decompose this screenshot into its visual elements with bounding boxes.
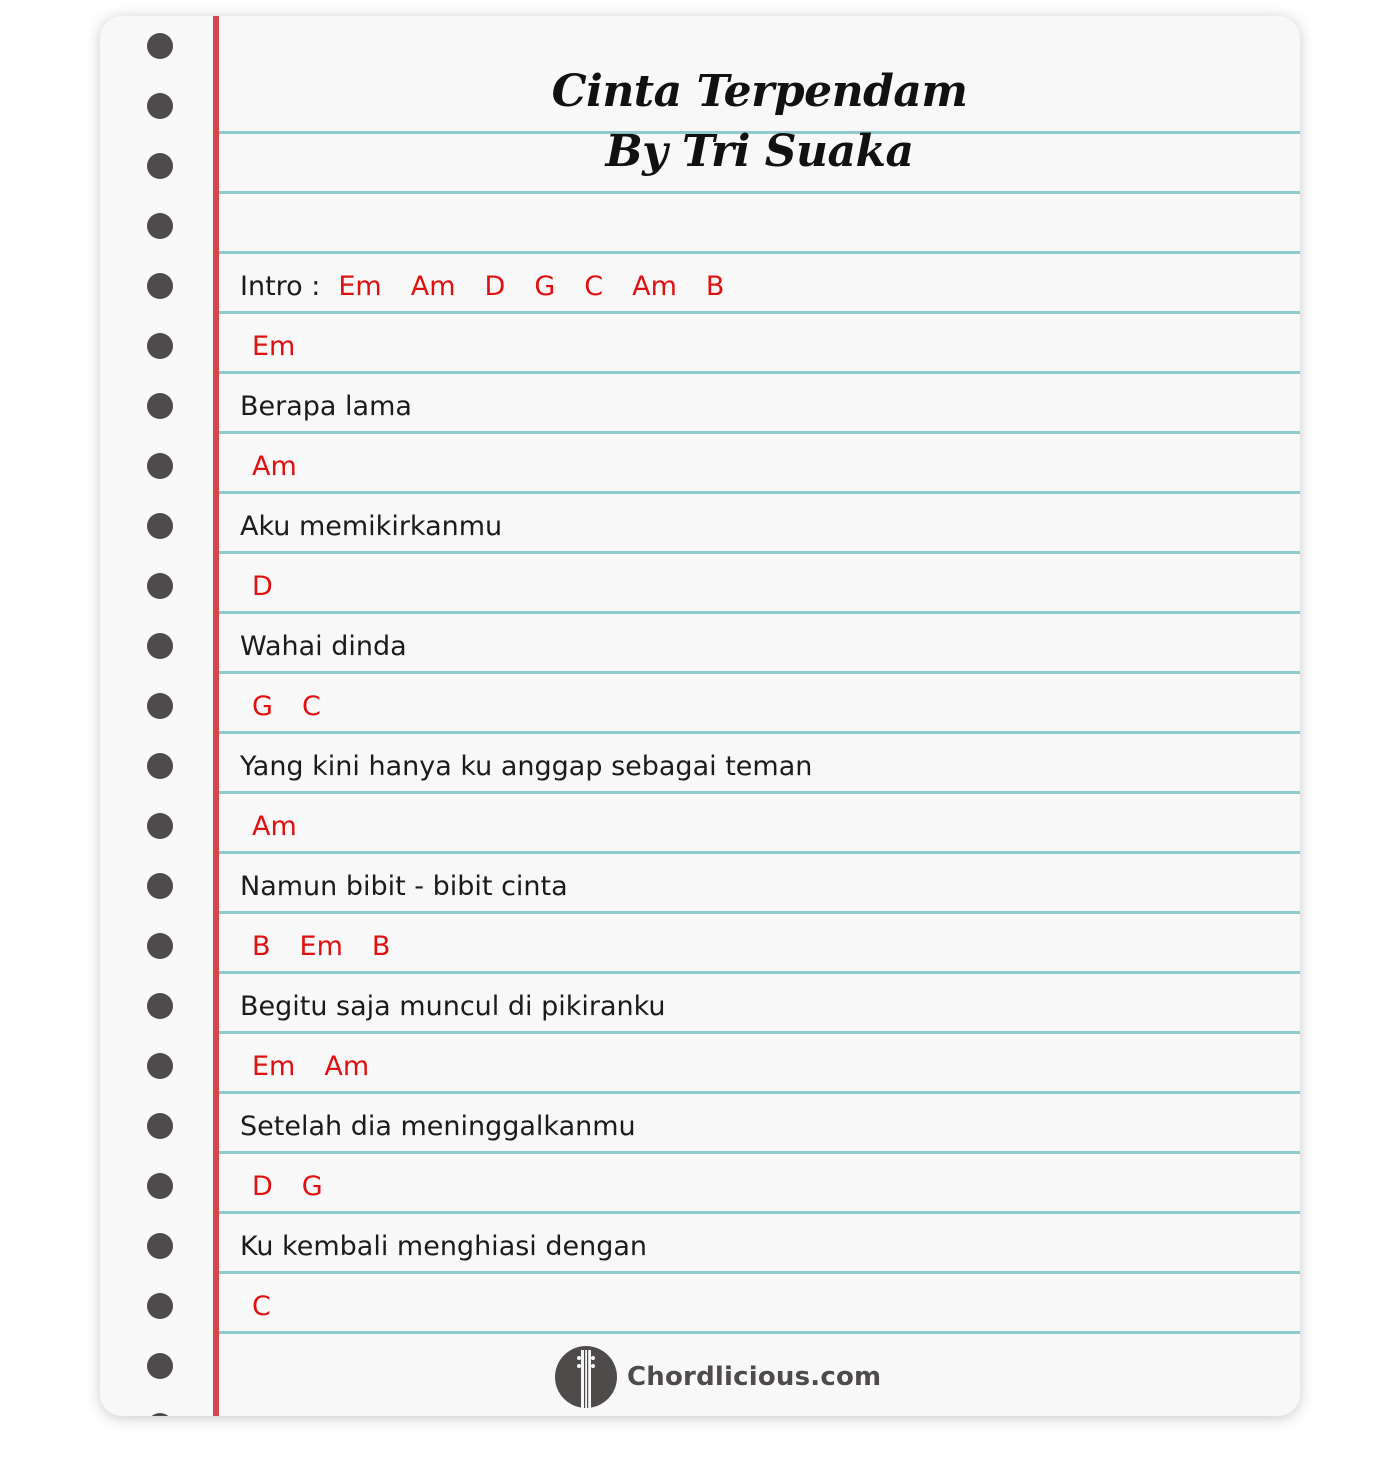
ruled-line bbox=[219, 191, 1300, 194]
intro-chords bbox=[338, 271, 753, 302]
chord: B bbox=[252, 931, 271, 962]
lyric-line: Aku memikirkanmu bbox=[240, 511, 503, 542]
chord: Em bbox=[252, 1051, 296, 1082]
binder-hole bbox=[147, 1173, 173, 1199]
chord: Em bbox=[299, 931, 343, 962]
binder-hole bbox=[147, 333, 173, 359]
ruled-line bbox=[219, 371, 1300, 374]
ruled-line bbox=[219, 1331, 1300, 1334]
binder-hole bbox=[147, 93, 173, 119]
chord-line bbox=[240, 318, 324, 375]
lyric-line: Setelah dia meninggalkanmu bbox=[240, 1111, 636, 1142]
binder-hole bbox=[147, 1053, 173, 1079]
chord: B bbox=[371, 931, 391, 962]
song-artist: By Tri Suaka bbox=[605, 126, 914, 177]
chord-line bbox=[240, 558, 302, 615]
chord: D bbox=[252, 571, 273, 602]
binder-hole bbox=[147, 633, 173, 659]
ruled-line bbox=[219, 611, 1300, 614]
binder-hole bbox=[147, 813, 173, 839]
chord: Am bbox=[324, 1051, 370, 1082]
binder-hole bbox=[147, 1413, 173, 1416]
ruled-line bbox=[219, 1211, 1300, 1214]
chord-line bbox=[240, 1158, 352, 1215]
binder-hole bbox=[147, 1353, 173, 1379]
watermark-logo bbox=[555, 1346, 881, 1408]
lyric-line: Wahai dinda bbox=[240, 631, 407, 662]
chord: C bbox=[252, 1291, 271, 1322]
chord-line bbox=[240, 918, 419, 975]
binder-hole bbox=[147, 153, 173, 179]
chord-line bbox=[240, 678, 350, 735]
chord: Em bbox=[252, 331, 296, 362]
chord-line bbox=[240, 1038, 398, 1095]
binder-hole bbox=[147, 693, 173, 719]
binder-hole bbox=[147, 933, 173, 959]
chord-line bbox=[240, 438, 326, 495]
chord: B bbox=[705, 271, 725, 302]
binder-hole bbox=[147, 573, 173, 599]
binder-hole bbox=[147, 993, 173, 1019]
ruled-line bbox=[219, 491, 1300, 494]
binder-hole bbox=[147, 1233, 173, 1259]
notebook-page bbox=[100, 16, 1300, 1416]
intro-row bbox=[240, 258, 753, 315]
chord: Am bbox=[632, 271, 677, 302]
binder-hole bbox=[147, 513, 173, 539]
chord: Am bbox=[252, 451, 297, 482]
binder-hole bbox=[147, 753, 173, 779]
chord: C bbox=[301, 691, 321, 722]
margin-line bbox=[213, 16, 219, 1416]
lyric-line: Yang kini hanya ku anggap sebagai teman bbox=[240, 751, 813, 782]
chord: C bbox=[584, 271, 604, 302]
lyric-line: Namun bibit - bibit cinta bbox=[240, 871, 568, 902]
binder-hole bbox=[147, 1293, 173, 1319]
chord: Am bbox=[410, 271, 456, 302]
lyric-line: Ku kembali menghiasi dengan bbox=[240, 1231, 648, 1262]
binder-hole bbox=[147, 273, 173, 299]
chord-line bbox=[240, 1278, 300, 1335]
chord: D bbox=[252, 1171, 273, 1202]
binder-hole bbox=[147, 873, 173, 899]
chord: G bbox=[534, 271, 556, 302]
binder-hole bbox=[147, 33, 173, 59]
lyric-line: Begitu saja muncul di pikiranku bbox=[240, 991, 666, 1022]
chord: Em bbox=[338, 271, 382, 302]
binder-hole bbox=[147, 1113, 173, 1139]
chord: G bbox=[252, 691, 273, 722]
ruled-line bbox=[219, 851, 1300, 854]
binder-hole bbox=[147, 453, 173, 479]
binder-hole bbox=[147, 213, 173, 239]
ruled-line bbox=[219, 731, 1300, 734]
ruled-line bbox=[219, 251, 1300, 254]
watermark-text: Chordlicious.com bbox=[627, 1362, 882, 1392]
chord: G bbox=[301, 1171, 323, 1202]
lyric-line: Berapa lama bbox=[240, 391, 412, 422]
intro-label: Intro : bbox=[240, 271, 321, 302]
binder-hole bbox=[147, 393, 173, 419]
chord: D bbox=[484, 271, 506, 302]
song-title: Cinta Terpendam bbox=[551, 66, 968, 117]
chord-line bbox=[240, 798, 326, 855]
chord: Am bbox=[252, 811, 297, 842]
guitar-icon bbox=[555, 1346, 617, 1408]
